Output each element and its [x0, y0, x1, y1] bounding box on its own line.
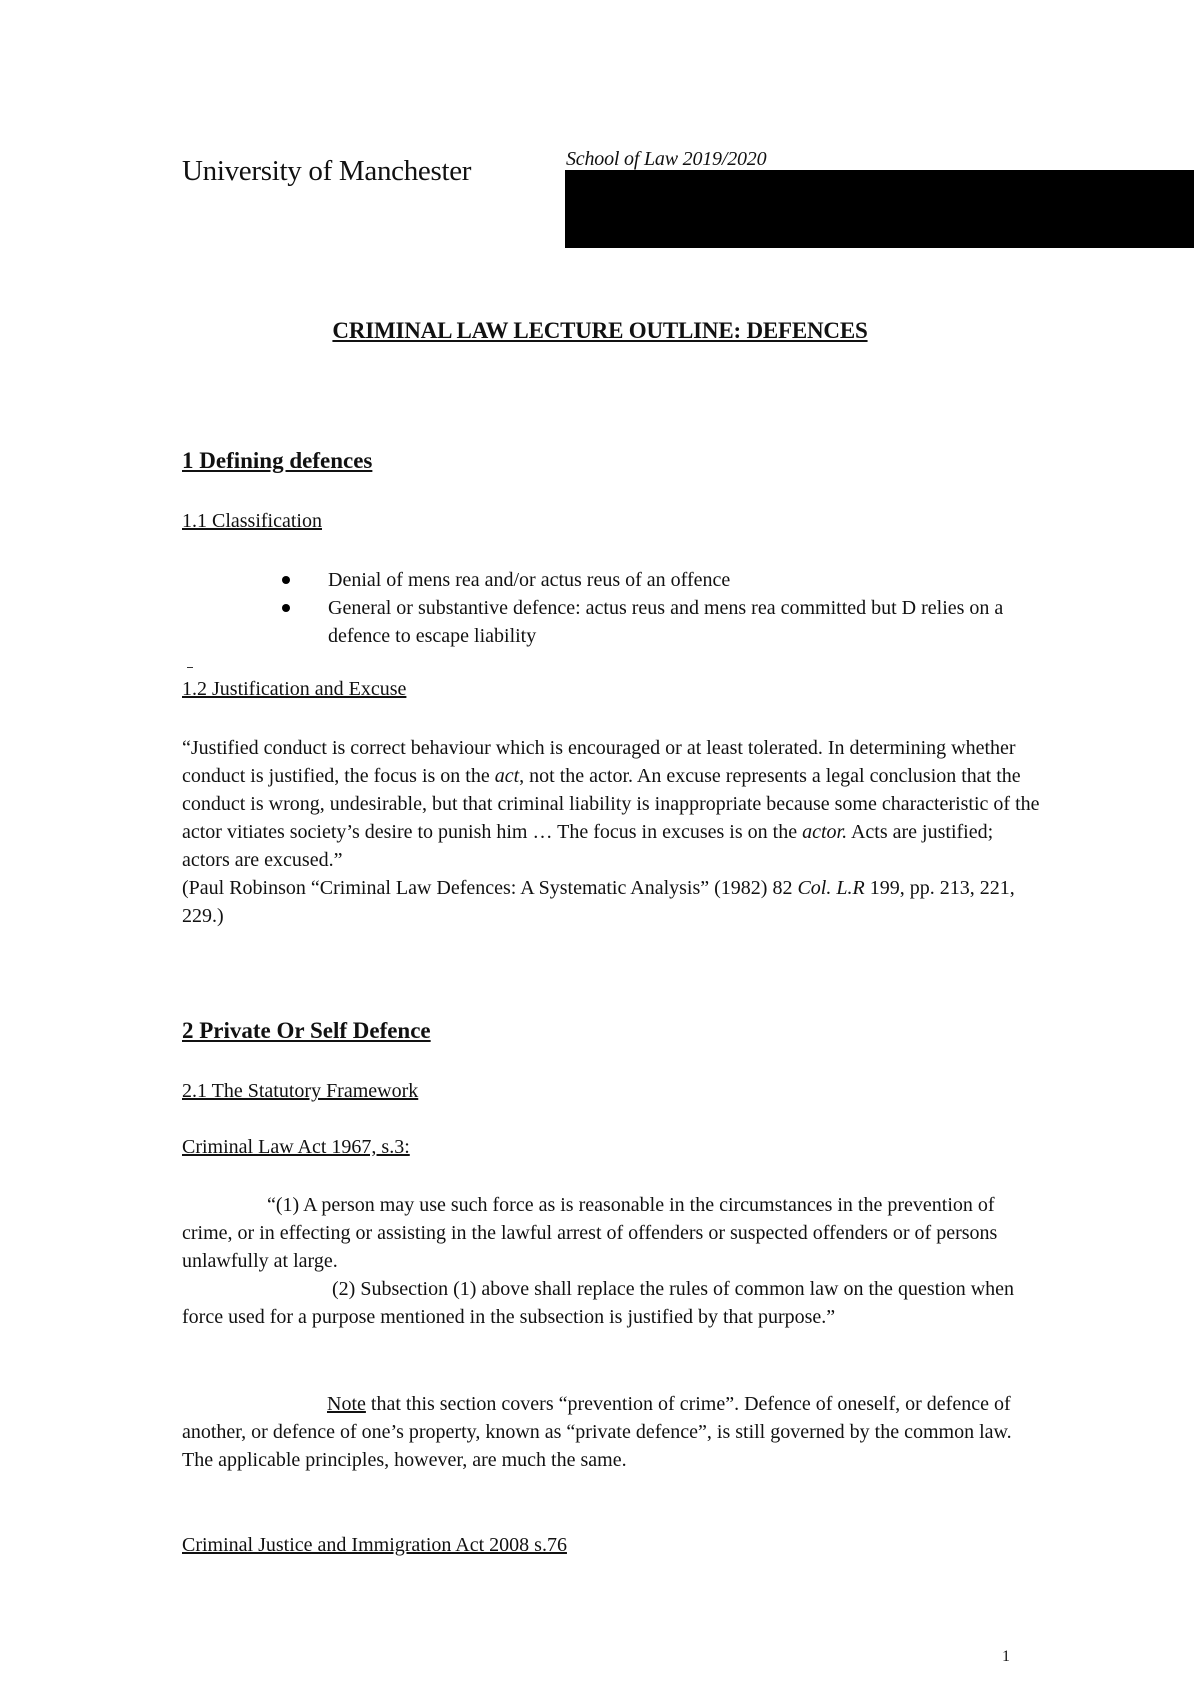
university-name: University of Manchester: [182, 155, 472, 187]
quote-emphasis: actor.: [802, 821, 848, 843]
quote-text: Acts are justified; actors are excused.”: [182, 821, 994, 871]
section-1-2-heading: 1.2 Justification and Excuse: [182, 678, 407, 700]
note-text: that this section covers “prevention of crime”. Defence of oneself, or defence of another, or defence of one’s property, known as “private defence”, is still governed by the common law. The applicable principles, however, are much the same.: [182, 1393, 1012, 1471]
document-title: CRIMINAL LAW LECTURE OUTLINE: DEFENCES: [332, 318, 868, 343]
statute-subsection: (2) Subsection (1) above shall replace the rules of common law on the question when force used for a purpose mentioned in the subsection is justified by that purpose.”: [182, 1278, 1015, 1328]
quote-text: “Justified conduct is correct behaviour which is encouraged or at least tolerated. In determining whether conduct is justified, the focus is on the: [182, 737, 1016, 787]
citation-text: 199, pp. 213, 221, 229.): [182, 877, 1015, 927]
list-item-text: Denial of mens rea and/or actus reus of an offence: [328, 569, 731, 591]
stray-mark: [187, 667, 193, 668]
page-number: 1: [1002, 1648, 1010, 1665]
note-paragraph: [182, 1390, 1012, 1474]
bullet-icon: [282, 576, 290, 584]
quote-text: , not the actor. An excuse represents a legal conclusion that the conduct is wrong, undesirable, but that criminal liability is inappropriate because some characteristic of the actor vitiates society’s desire to punish him … The focus in excuses is on the: [182, 765, 1040, 843]
statute-extract: [182, 1191, 1042, 1331]
list-item: [300, 566, 1060, 594]
section-2-1-heading: 2.1 The Statutory Framework: [182, 1080, 419, 1102]
statute-subsection: “(1) A person may use such force as is reasonable in the circumstances in the prevention of crime, or in effecting or assisting in the lawful arrest of offenders or suspected offenders or of persons unlawfully at large.: [182, 1194, 998, 1272]
list-item: [300, 594, 1060, 650]
robinson-quote: [182, 734, 1042, 930]
redaction-block: [565, 170, 1194, 248]
criminal-law-act-heading: Criminal Law Act 1967, s.3:: [182, 1136, 410, 1158]
bullet-icon: [282, 604, 290, 612]
school-year: School of Law 2019/2020: [566, 148, 767, 170]
list-item-text: General or substantive defence: actus reus and mens rea committed but D relies on a defence to escape liability: [328, 597, 1004, 647]
note-label: Note: [327, 1393, 366, 1415]
section-1-heading: 1 Defining defences: [182, 448, 373, 473]
citation-text: (Paul Robinson “Criminal Law Defences: A Systematic Analysis” (1982) 82: [182, 877, 798, 899]
quote-emphasis: act: [494, 765, 520, 787]
section-1-1-heading: 1.1 Classification: [182, 510, 322, 532]
citation-journal: Col. L.R: [797, 877, 865, 899]
section-2-heading: 2 Private Or Self Defence: [182, 1018, 431, 1043]
classification-list: [300, 566, 1060, 650]
cjia-heading: Criminal Justice and Immigration Act 2008 s.76: [182, 1534, 567, 1556]
